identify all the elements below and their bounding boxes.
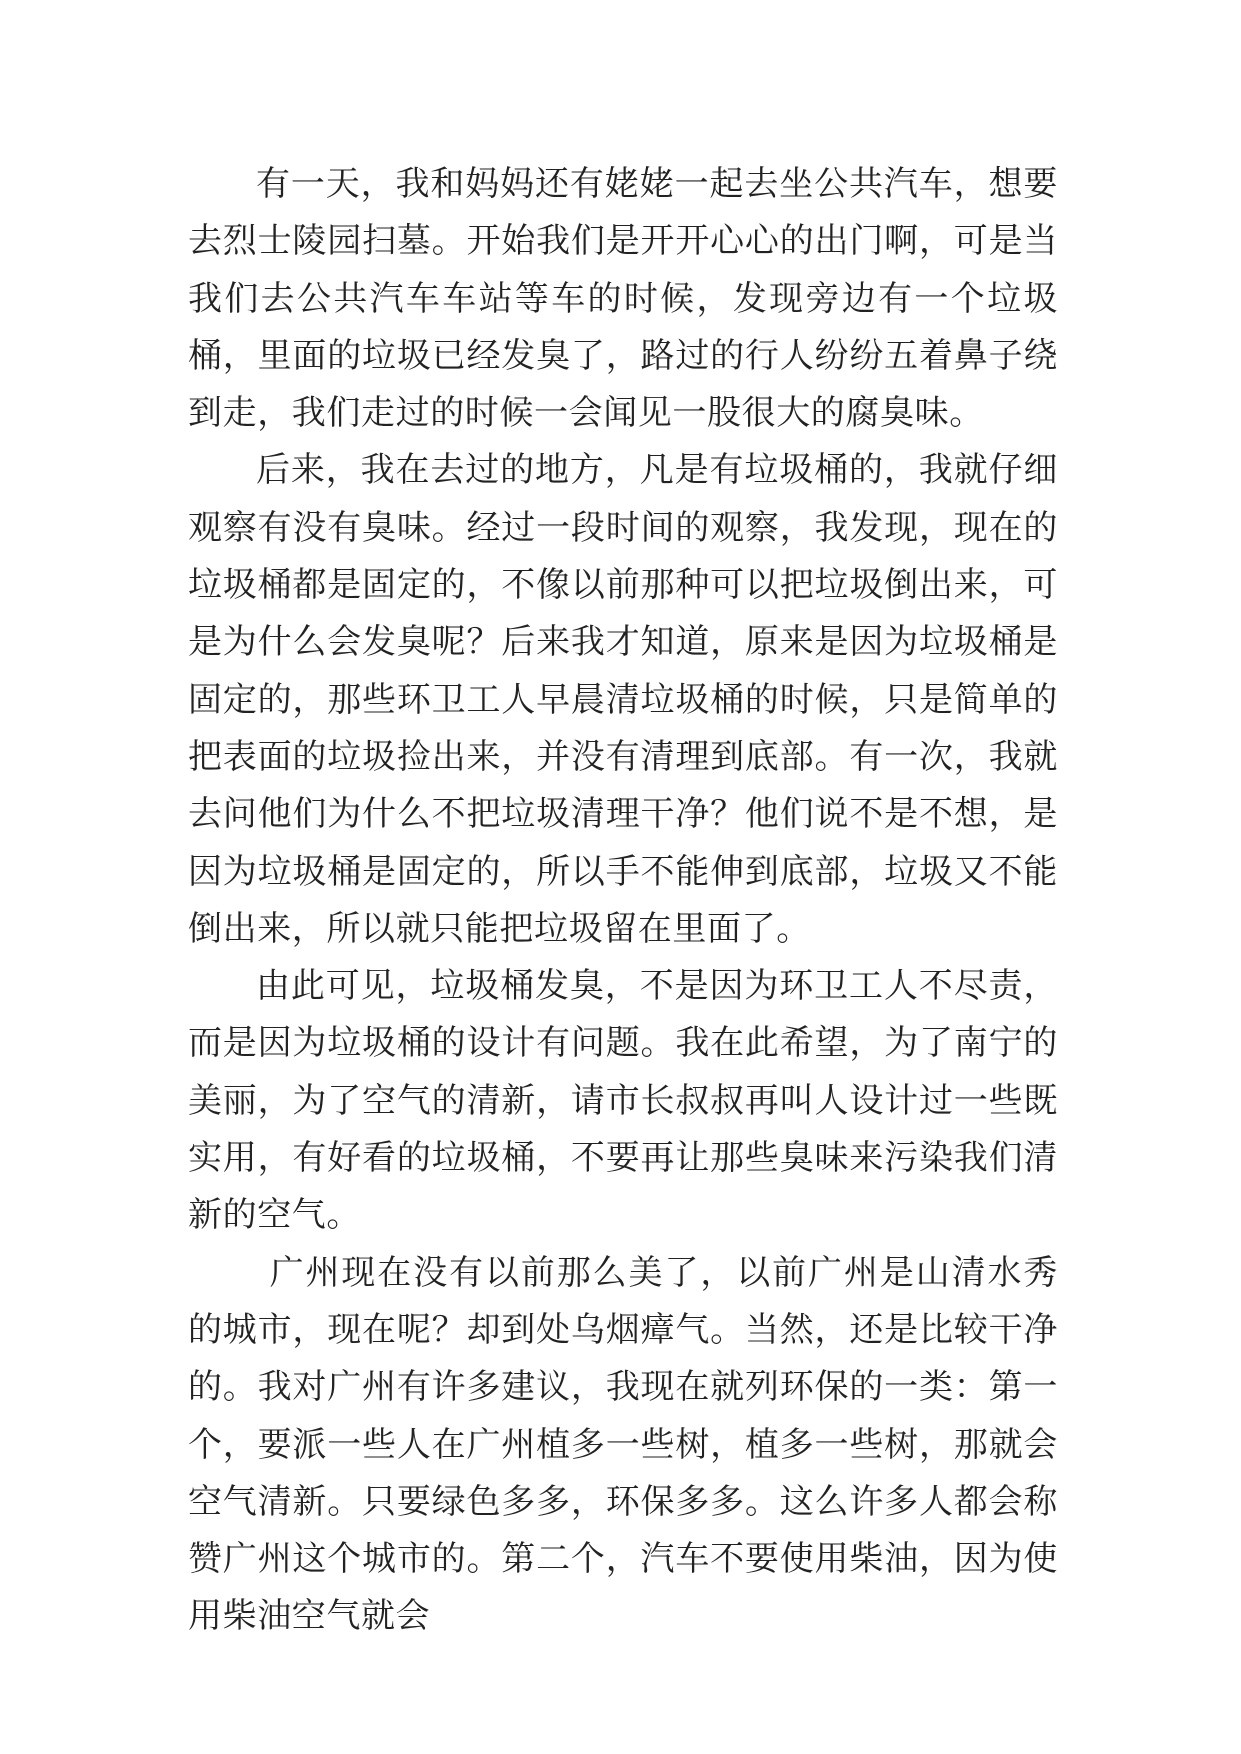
paragraph-3: 由此可见，垃圾桶发臭，不是因为环卫工人不尽责，而是因为垃圾桶的设计有问题。我在此希望，为了南宁的美丽，为了空气的清新，请市长叔叔再叫人设计过一些既实用，有好看的垃圾桶，不要再让那些臭味来污染我们清新的空气。	[188, 966, 1058, 1236]
paragraph-1: 有一天，我和妈妈还有姥姥一起去坐公共汽车，想要去烈士陵园扫墓。开始我们是开开心心的出门啊，可是当我们去公共汽车车站等车的时候，发现旁边有一个垃圾桶，里面的垃圾已经发臭了，路过的行人纷纷五着鼻子绕到走，我们走过的时候一会闻见一股很大的腐臭味。	[188, 164, 1058, 434]
paragraph-2: 后来，我在去过的地方，凡是有垃圾桶的，我就仔细观察有没有臭味。经过一段时间的观察，我发现，现在的垃圾桶都是固定的，不像以前那种可以把垃圾倒出来，可是为什么会发臭呢？后来我才知道，原来是因为垃圾桶是固定的，那些环卫工人早晨清垃圾桶的时候，只是简单的把表面的垃圾捡出来，并没有清理到底部。有一次，我就去问他们为什么不把垃圾清理干净？他们说不是不想，是因为垃圾桶是固定的，所以手不能伸到底部，垃圾又不能倒出来，所以就只能把垃圾留在里面了。	[188, 450, 1058, 949]
document-body	[188, 156, 1058, 1646]
paragraph-4: 广州现在没有以前那么美了，以前广州是山清水秀的城市，现在呢？却到处乌烟瘴气。当然，还是比较干净的。我对广州有许多建议，我现在就列环保的一类：第一个，要派一些人在广州植多一些树，植多一些树，那就会空气清新。只要绿色多多，环保多多。这么许多人都会称赞广州这个城市的。第二个，汽车不要使用柴油，因为使用柴油空气就会	[188, 1252, 1058, 1637]
